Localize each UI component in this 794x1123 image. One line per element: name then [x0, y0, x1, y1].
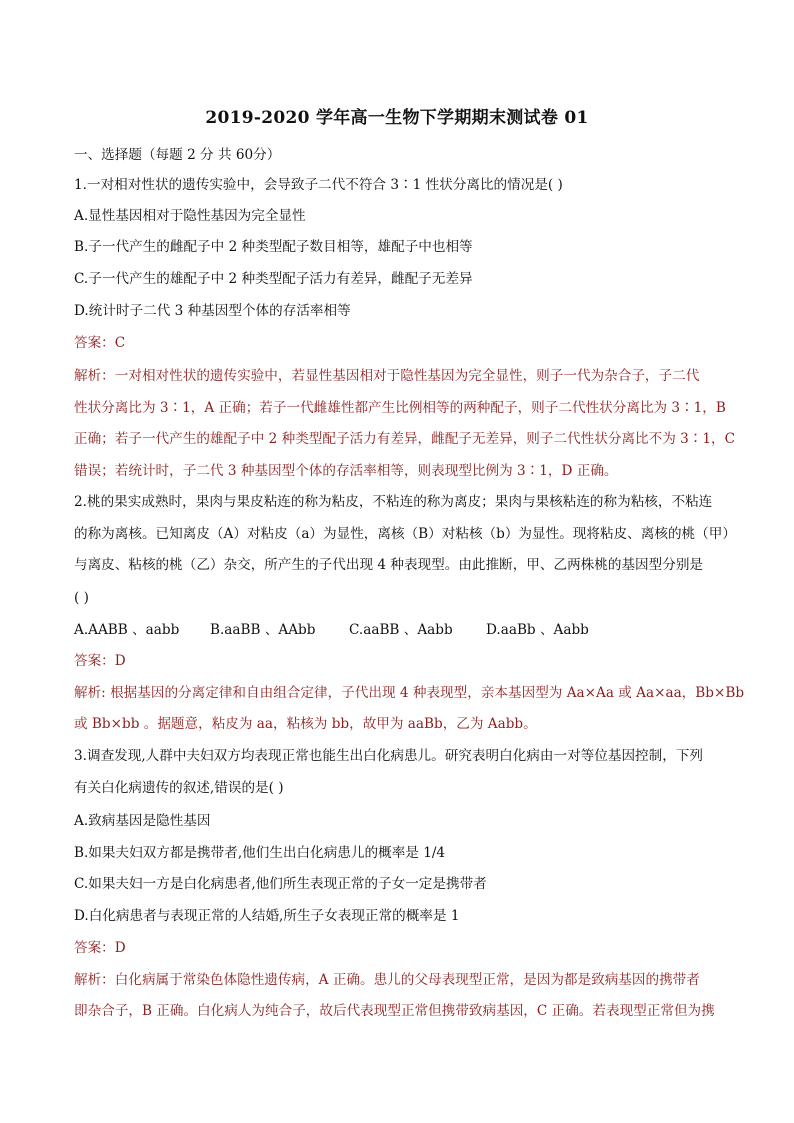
question-3-option-a: A.致病基因是隐性基因: [74, 813, 211, 829]
section-heading: 一、选择题（每题 2 分 共 60分）: [74, 147, 281, 163]
question-2-option-c: C.aaBB 、Aabb: [349, 622, 453, 638]
question-2-option-a: A.AABB 、aabb: [74, 622, 180, 638]
question-3-option-d: D.白化病患者与表现正常的人结婚,所生子女表现正常的概率是 1: [74, 908, 460, 924]
question-2-stem-line: 与离皮、粘核的桃（乙）杂交，所产生的子代出现 4 种表现型。由此推断，甲、乙两株桃的基因型分别是: [74, 557, 704, 573]
question-1-analysis-line: 错误；若统计时，子二代 3 种基因型个体的存活率相等，则表现型比例为 3∶1，D 正确。: [74, 463, 618, 479]
question-2-stem-line: 2.桃的果实成熟时，果肉与果皮粘连的称为粘皮，不粘连的称为离皮；果肉与果核粘连的称为粘核，不粘连: [74, 494, 713, 510]
question-3-stem-line: 有关白化病遗传的叙述,错误的是( ): [74, 780, 284, 796]
question-2-analysis-line: 解析: 根据基因的分离定律和自由组合定律，子代出现 4 种表现型，亲本基因型为 Aa×Aa 或 Aa×aa，Bb×Bb: [74, 685, 745, 701]
question-1-analysis-line: 性状分离比为 3∶1，A 正确；若子一代雌雄性都产生比例相等的两种配子，则子二代性状分离比为 3∶1，B: [74, 400, 726, 416]
question-2-analysis-line: 或 Bb×bb 。据题意，粘皮为 aa，粘核为 bb，故甲为 aaBb，乙为 Aabb。: [74, 716, 537, 732]
question-1-option-d: D.统计时子二代 3 种基因型个体的存活率相等: [74, 303, 351, 319]
question-1-analysis-line: 解析：一对相对性状的遗传实验中，若显性基因相对于隐性基因为完全显性，则子一代为杂合子，子二代: [74, 368, 700, 384]
document-title: 2019-2020 学年高一生物下学期期末测试卷 01: [205, 108, 589, 128]
question-1-option-b: B.子一代产生的雌配子中 2 种类型配子数目相等，雄配子中也相等: [74, 239, 473, 255]
question-3-option-c: C.如果夫妇一方是白化病患者,他们所生表现正常的子女一定是携带者: [74, 876, 487, 892]
question-1-option-c: C.子一代产生的雄配子中 2 种类型配子活力有差异，雌配子无差异: [74, 271, 473, 287]
question-2-stem-line: 的称为离核。已知离皮（A）对粘皮（a）为显性，离核（B）对粘核（b）为显性。现将粘皮、离核的桃（甲）: [74, 526, 736, 542]
question-3-analysis-line: 解析：白化病属于常染色体隐性遗传病，A 正确。患儿的父母表现型正常，是因为都是致病基因的携带者: [74, 972, 700, 988]
question-2-answer: 答案：D: [74, 653, 126, 669]
question-1-stem: 1.一对相对性状的遗传实验中，会导致子二代不符合 3∶1 性状分离比的情况是( ): [74, 177, 563, 193]
question-2-options: [74, 620, 754, 640]
question-2-option-b: B.aaBB 、AAbb: [210, 622, 316, 638]
question-1-analysis-line: 正确；若子一代产生的雄配子中 2 种类型配子活力有差异，雌配子无差异，则子二代性状分离比不为 3∶1，C: [74, 431, 736, 447]
question-2-option-d: D.aaBb 、Aabb: [486, 622, 589, 638]
question-3-option-b: B.如果夫妇双方都是携带者,他们生出白化病患儿的概率是 1/4: [74, 845, 446, 861]
question-1-option-a: A.显性基因相对于隐性基因为完全显性: [74, 208, 306, 224]
question-2-stem-line: ( ): [74, 590, 89, 606]
question-1-answer: 答案：C: [74, 335, 126, 351]
question-3-analysis-line: 即杂合子，B 正确。白化病人为纯合子，故后代表现型正常但携带致病基因，C 正确。若表现型正常但为携: [74, 1003, 715, 1019]
question-3-answer: 答案：D: [74, 940, 126, 956]
question-3-stem-line: 3.调查发现,人群中夫妇双方均表现正常也能生出白化病患儿。研究表明白化病由一对等位基因控制，下列: [74, 748, 704, 764]
